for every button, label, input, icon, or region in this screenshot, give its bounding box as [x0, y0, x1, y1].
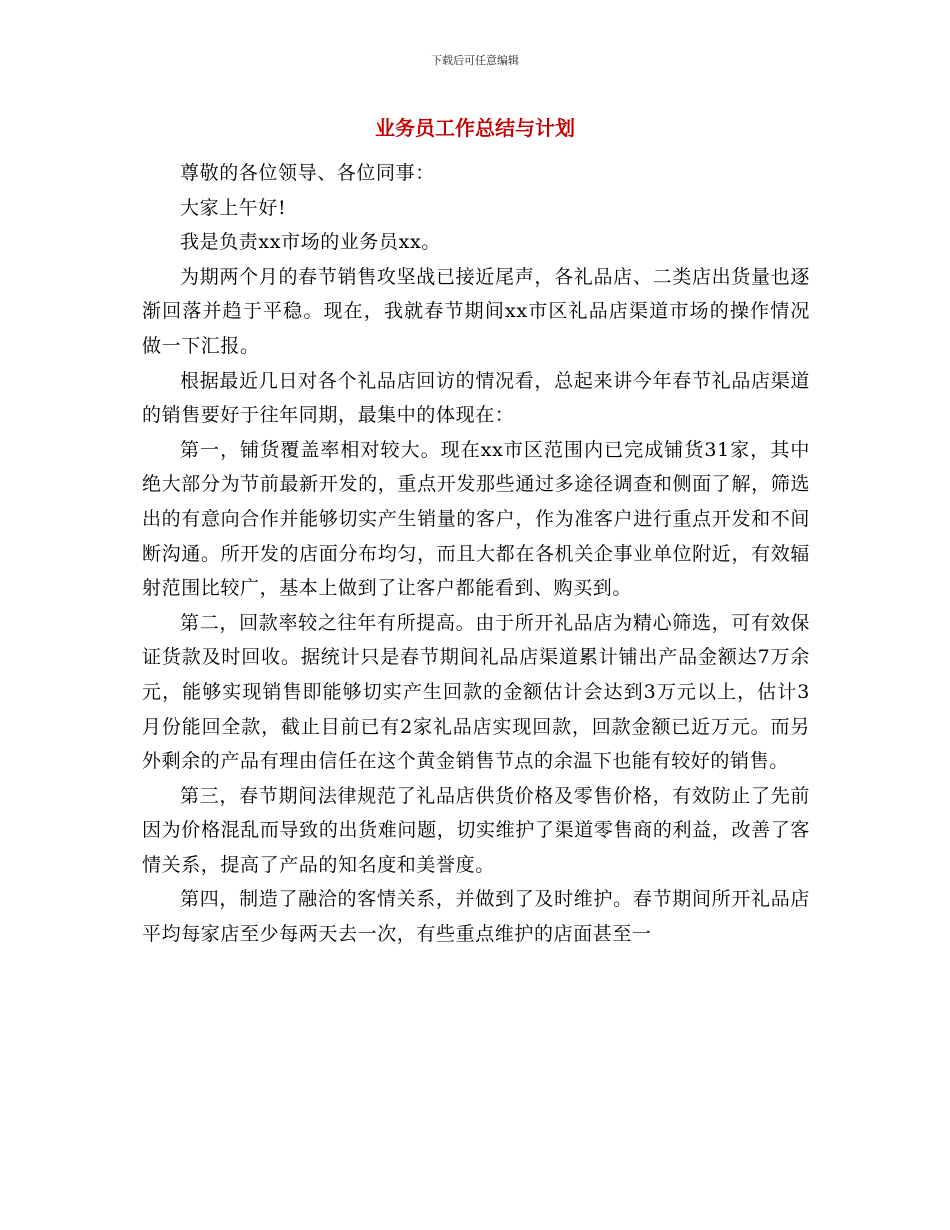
document-title: 业务员工作总结与计划 — [375, 116, 575, 140]
paragraph-point-2: 第二，回款率较之往年有所提高。由于所开礼品店为精心筛选，可有效保证货款及时回收。据统计只是春节期间礼品店渠道累计铺出产品金额达7万余元，能够实现销售即能够切实产生回款的金额估计会达到3万元以上，估计3月份能回全款，截止目前已有2家礼品店实现回款，回款金额已近万元。而另外剩余的产品有理由信任在这个黄金销售节点的余温下也能有较好的销售。 — [142, 611, 810, 773]
paragraph-summary: 根据最近几日对各个礼品店回访的情况看，总起来讲今年春节礼品店渠道的销售要好于往年同期，最集中的体现在： — [142, 369, 810, 427]
paragraph-overview: 为期两个月的春节销售攻坚战已接近尾声，各礼品店、二类店出货量也逐渐回落并趋于平稳。现在，我就春节期间xx市区礼品店渠道市场的操作情况做一下汇报。 — [142, 265, 810, 357]
paragraph-hello: 大家上午好! — [180, 196, 287, 219]
document-body — [142, 156, 810, 952]
header-note: 下载后可任意编辑 — [431, 54, 519, 67]
paragraph-intro: 我是负责xx市场的业务员xx。 — [180, 231, 441, 254]
paragraph-point-4: 第四，制造了融洽的客情关系，并做到了及时维护。春节期间所开礼品店平均每家店至少每两天去一次，有些重点维护的店面甚至一 — [142, 888, 810, 946]
paragraph-greeting: 尊敬的各位领导、各位同事： — [180, 162, 435, 184]
paragraph-point-1: 第一，铺货覆盖率相对较大。现在xx市区范围内已完成铺货31家，其中绝大部分为节前最新开发的，重点开发那些通过多途径调查和侧面了解，筛选出的有意向合作并能够切实产生销量的客户，作为准客户进行重点开发和不间断沟通。所开发的店面分布均匀，而且大都在各机关企事业单位附近，有效辐射范围比较广，基本上做到了让客户都能看到、购买到。 — [142, 438, 810, 600]
paragraph-point-3: 第三，春节期间法律规范了礼品店供货价格及零售价格，有效防止了先前因为价格混乱而导致的出货难问题，切实维护了渠道零售商的利益，改善了客情关系，提高了产品的知名度和美誉度。 — [142, 784, 810, 876]
